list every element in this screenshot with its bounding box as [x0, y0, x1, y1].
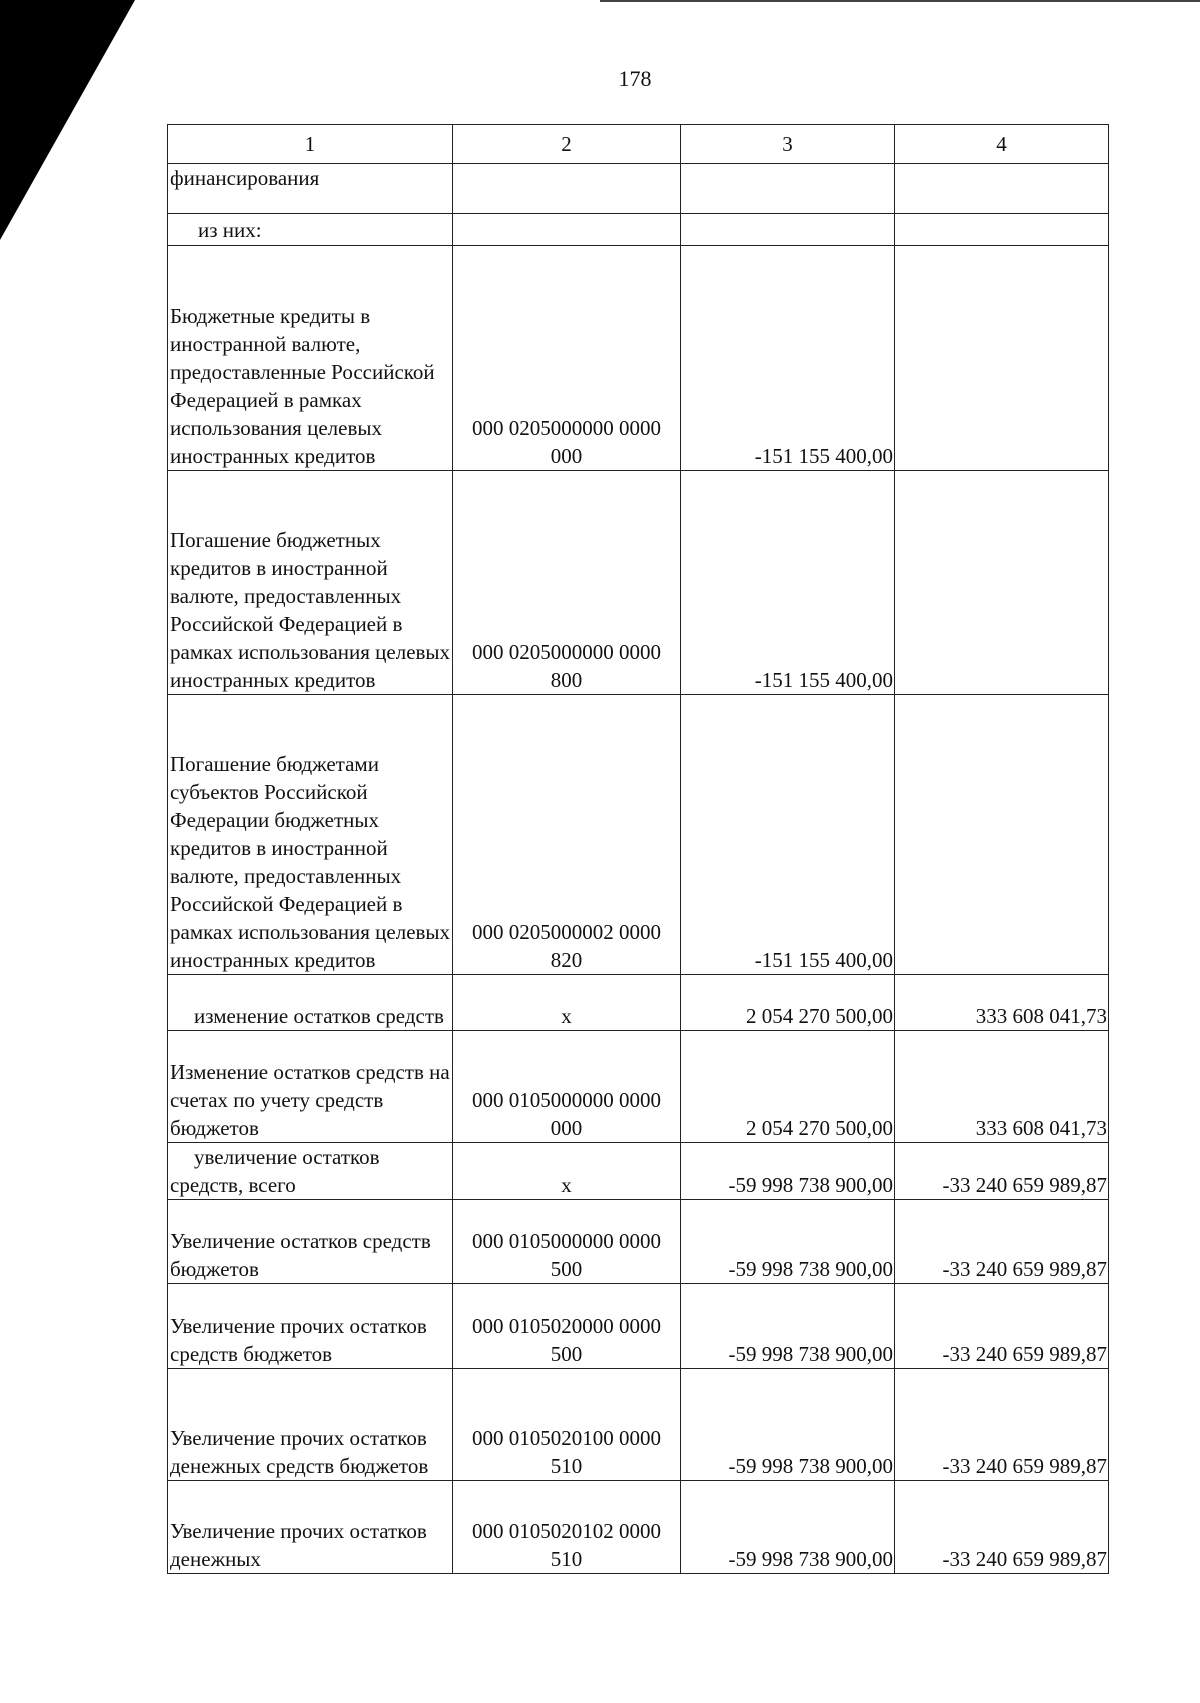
row-code: 000 0205000000 0000 800	[453, 471, 681, 695]
row-col4	[895, 214, 1109, 246]
row-col4: -33 240 659 989,87	[895, 1369, 1109, 1481]
scan-edge-line	[600, 0, 1200, 2]
table-row	[168, 1481, 1109, 1574]
row-name: увеличение остатков средств, всего	[168, 1143, 453, 1200]
row-name: Погашение бюджетных кредитов в иностранной валюте, предоставленных Российской Федерацией в рамках использования целевых иностранных кредитов	[168, 471, 453, 695]
row-code: х	[453, 975, 681, 1031]
row-code: х	[453, 1143, 681, 1200]
row-col3: -59 998 738 900,00	[681, 1143, 895, 1200]
row-col4	[895, 164, 1109, 214]
table-row	[168, 246, 1109, 471]
row-col4: -33 240 659 989,87	[895, 1143, 1109, 1200]
table-row	[168, 214, 1109, 246]
header-col-1: 1	[168, 125, 453, 164]
row-col4	[895, 471, 1109, 695]
header-col-3: 3	[681, 125, 895, 164]
table-row	[168, 1031, 1109, 1143]
table-row	[168, 1284, 1109, 1369]
row-code: 000 0105020100 0000 510	[453, 1369, 681, 1481]
row-col3	[681, 164, 895, 214]
row-name: из них:	[198, 217, 262, 242]
row-name: изменение остатков средств	[168, 975, 453, 1031]
table-row	[168, 1200, 1109, 1284]
table-row	[168, 164, 1109, 214]
financing-table	[167, 124, 1109, 1574]
row-col3: -59 998 738 900,00	[681, 1284, 895, 1369]
row-col3: -59 998 738 900,00	[681, 1200, 895, 1284]
row-col3	[681, 214, 895, 246]
row-name: Бюджетные кредиты в иностранной валюте, предоставленные Российской Федерацией в рамках использования целевых иностранных кредитов	[168, 246, 453, 471]
row-col4: -33 240 659 989,87	[895, 1200, 1109, 1284]
row-name: Увеличение прочих остатков средств бюджетов	[168, 1284, 453, 1369]
row-col3: 2 054 270 500,00	[681, 1031, 895, 1143]
table-row	[168, 1369, 1109, 1481]
row-col4: -33 240 659 989,87	[895, 1481, 1109, 1574]
row-code: 000 0205000002 0000 820	[453, 695, 681, 975]
row-code	[453, 214, 681, 246]
table-row	[168, 471, 1109, 695]
row-col3: -151 155 400,00	[681, 471, 895, 695]
row-code	[453, 164, 681, 214]
row-name: Увеличение прочих остатков денежных средств бюджетов	[168, 1369, 453, 1481]
row-col3: -151 155 400,00	[681, 695, 895, 975]
header-col-4: 4	[895, 125, 1109, 164]
header-col-2: 2	[453, 125, 681, 164]
row-col4	[895, 695, 1109, 975]
scan-corner-shadow	[0, 0, 135, 240]
row-name: Увеличение остатков средств бюджетов	[168, 1200, 453, 1284]
row-col3: -59 998 738 900,00	[681, 1481, 895, 1574]
table-header-row	[168, 125, 1109, 164]
row-col4: 333 608 041,73	[895, 1031, 1109, 1143]
row-name: Увеличение прочих остатков денежных	[168, 1481, 453, 1574]
row-name: Погашение бюджетами субъектов Российской Федерации бюджетных кредитов в иностранной валюте, предоставленных Российской Федерацией в рамках использования целевых иностранных кредитов	[168, 695, 453, 975]
row-name: Изменение остатков средств на счетах по учету средств бюджетов	[168, 1031, 453, 1143]
table-row	[168, 695, 1109, 975]
table-row	[168, 975, 1109, 1031]
row-name: финансирования	[168, 164, 453, 214]
table-row	[168, 1143, 1109, 1200]
row-code: 000 0205000000 0000 000	[453, 246, 681, 471]
row-code: 000 0105000000 0000 500	[453, 1200, 681, 1284]
row-code: 000 0105000000 0000 000	[453, 1031, 681, 1143]
page-number: 178	[618, 66, 652, 91]
row-code: 000 0105020102 0000 510	[453, 1481, 681, 1574]
row-col3: 2 054 270 500,00	[681, 975, 895, 1031]
row-code: 000 0105020000 0000 500	[453, 1284, 681, 1369]
row-col4: -33 240 659 989,87	[895, 1284, 1109, 1369]
row-col4: 333 608 041,73	[895, 975, 1109, 1031]
row-col3: -151 155 400,00	[681, 246, 895, 471]
row-col4	[895, 246, 1109, 471]
row-col3: -59 998 738 900,00	[681, 1369, 895, 1481]
